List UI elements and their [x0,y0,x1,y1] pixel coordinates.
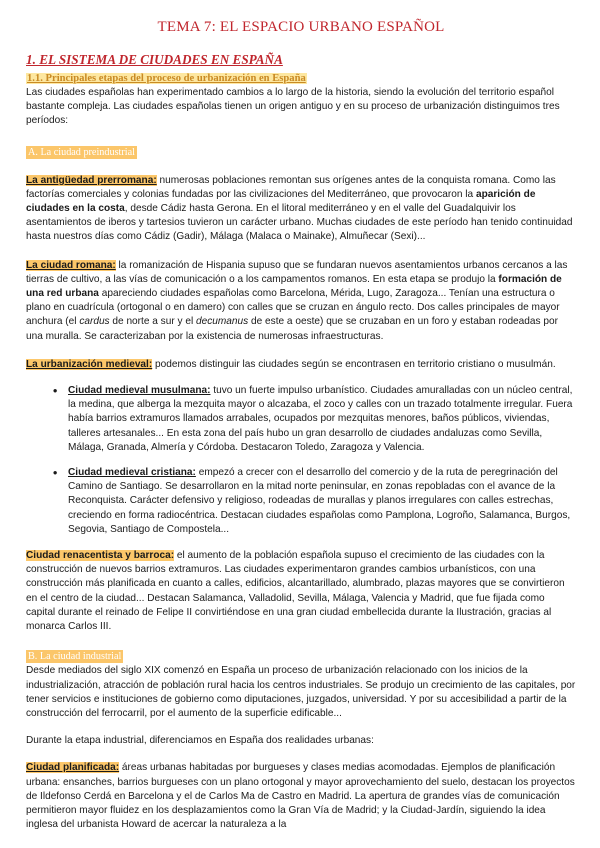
list-item [62,384,576,455]
text-bold: aparición de ciudades en la costa [26,188,536,215]
section-b-label: B. La ciudad industrial [28,651,122,663]
text: tuvo un fuerte impulso urbanístico. Ciudades amuralladas con un núcleo central, la medina, que alberga la mezquita mayor o alcazaba, el zoco y calles con un trazado totalmente irregular. Fuera había barrios extramuros llamados arrabales, ocupados por mezquitas menores, baños públicos, viviendas, talleres artesanales... En esta zona del país hubo un gran desarrollo de ciudades andaluzas como Sevilla, Málaga, Granada, Almería y Córdoba. Destacaron Toledo, Zaragoza y Valencia. [68,385,573,453]
section-a-label: A. La ciudad preindustrial [28,146,135,158]
text-italic: cardus [79,316,110,328]
text-bold: formación de una red urbana [26,273,562,300]
text: el aumento de la población española supuso el crecimiento de las ciudades con la construcción de nuevos barrios extramuros. Las ciudades experimentaron grandes cambios urbanísticos, con una construcción más planificada en cuanto a calles, edificios, alcantarillado, alumbrado, plazas mayores que se convirtieron en el centro de la ciudad... Destacan Salamanca, Valladolid, Sevilla, Málaga, Valencia y Madrid, que fue fijada como capital durante el reinado de Felipe II convirtiéndose en una gran ciudad embellecida durante la Ilustración, gracias al monarca Carlos III. [26,550,565,633]
paragraph-medieval [26,358,576,372]
text-italic: decumanus [196,316,249,328]
paragraph-industrial: Desde mediados del siglo XIX comenzó en España un proceso de urbanización relacionado con los inicios de la industrialización, atracción de población rural hacia los centros industriales. Se produjo un crecimiento de las capitales, por tener servicios e instituciones de gobierno como diputaciones, juzgados, universidad. Y por su accesibilidad a partir de la construcción del ferrocarril, por el aumento de la superficie edificable... [26,665,576,719]
term-label: Ciudad planificada: [26,762,120,774]
term-label: Ciudad medieval cristiana: [68,467,196,479]
text: podemos distinguir las ciudades según se encontrasen en territorio cristiano o musulmán. [152,358,556,370]
document-title: TEMA 7: EL ESPACIO URBANO ESPAÑOL [157,19,445,35]
paragraph-renacentista [26,549,576,634]
paragraph-romana [26,259,576,344]
text: de este a oeste) que se cruzaban en un foro y estaban rodeadas por una muralla. Se caracterizaban por la existencia de numerosas infraestructuras. [26,316,558,342]
term-label: La antigüedad prerromana: [26,174,157,186]
term-label: La ciudad romana: [26,259,116,271]
text: apareciendo ciudades españolas como Barcelona, Mérida, Lugo, Zaragoza... Tenían una estructura o plano en cuadrícula (ortogonal o en damero) con calles que se cruzan en ángulo recto. Dos calles principales de mayor anchura (el [26,288,560,328]
term-label: La urbanización medieval: [26,358,153,370]
subsection-heading: 1.1. Principales etapas del proceso de urbanización en España [27,73,306,84]
text: numerosas poblaciones remontan sus orígenes antes de la conquista romana. Como las factorías comerciales y colonias fundadas por las civilizaciones del Mediterráneo, que provocaron la [26,174,556,200]
text: empezó a crecer con el desarrollo del comercio y de la ruta de peregrinación del Camino de Santiago. Se desarrollaron en la mitad norte peninsular, en zonas repobladas con el avance de la Reconquista. Carácter defensivo y religioso, rodeadas de murallas y planos irregulares con calles estrechas, creciendo en forma radiocéntrica. Destacan ciudades españolas como Pamplona, Logroño, Salamanca, Burgos, Segovia, Santiago de Compostela... [68,467,571,535]
text: , desde Cádiz hasta Gerona. En el litoral mediterráneo y en el valle del Guadalquivir los asentamientos de iberos y tartesios tuvieron un carácter urbano. Muchas ciudades de este período han tenido continuidad hasta nuestros días como Cádiz (Gadir), Málaga (Malaca o Mainake), Almuñecar (Sexi)... [26,203,573,243]
paragraph-realidades: Durante la etapa industrial, diferenciamos en España dos realidades urbanas: [26,735,374,747]
paragraph-prerromana [26,174,576,245]
term-label: Ciudad medieval musulmana: [68,385,211,397]
text: áreas urbanas habitadas por burgueses y clases medias acomodadas. Ejemplos de planificación urbana: ensanches, barrios burgueses con un plano ortogonal y mayor aprovechamiento del suelo, destacan los proyectos de Ildefonso Cerdá en Barcelona y el de Carlos Ma de Castro en Madrid. La apertura de grandes vías de comunicación permitieron mayor fluidez en los desplazamientos como la Gran Vía de Madrid; y la Ciudad-Jardín, siguiendo la idea inglesa del urbanista Howard de acercar la naturaleza a la [26,762,575,831]
list-item [62,466,576,537]
section-heading: 1. EL SISTEMA DE CIUDADES EN ESPAÑA [26,52,283,67]
text: de norte a sur y el [109,316,197,328]
paragraph-planificada [26,761,576,832]
document-page [26,0,576,832]
term-label: Ciudad renacentista y barroca: [26,550,175,562]
intro-paragraph: Las ciudades españolas han experimentado cambios a lo largo de la historia, siendo la evolución del territorio español bastante compleja. Las ciudades españolas tienen un origen antiguo y en su proceso de urbanización distinguimos tres períodos: [26,87,560,127]
text: la romanización de Hispania supuso que se fundaran nuevos asentamientos urbanos cercanos a las tierras de cultivo, a las vías de comunicación o a los campamentos romanos. En esta etapa se produjo la [26,259,568,285]
medieval-list [26,384,576,537]
